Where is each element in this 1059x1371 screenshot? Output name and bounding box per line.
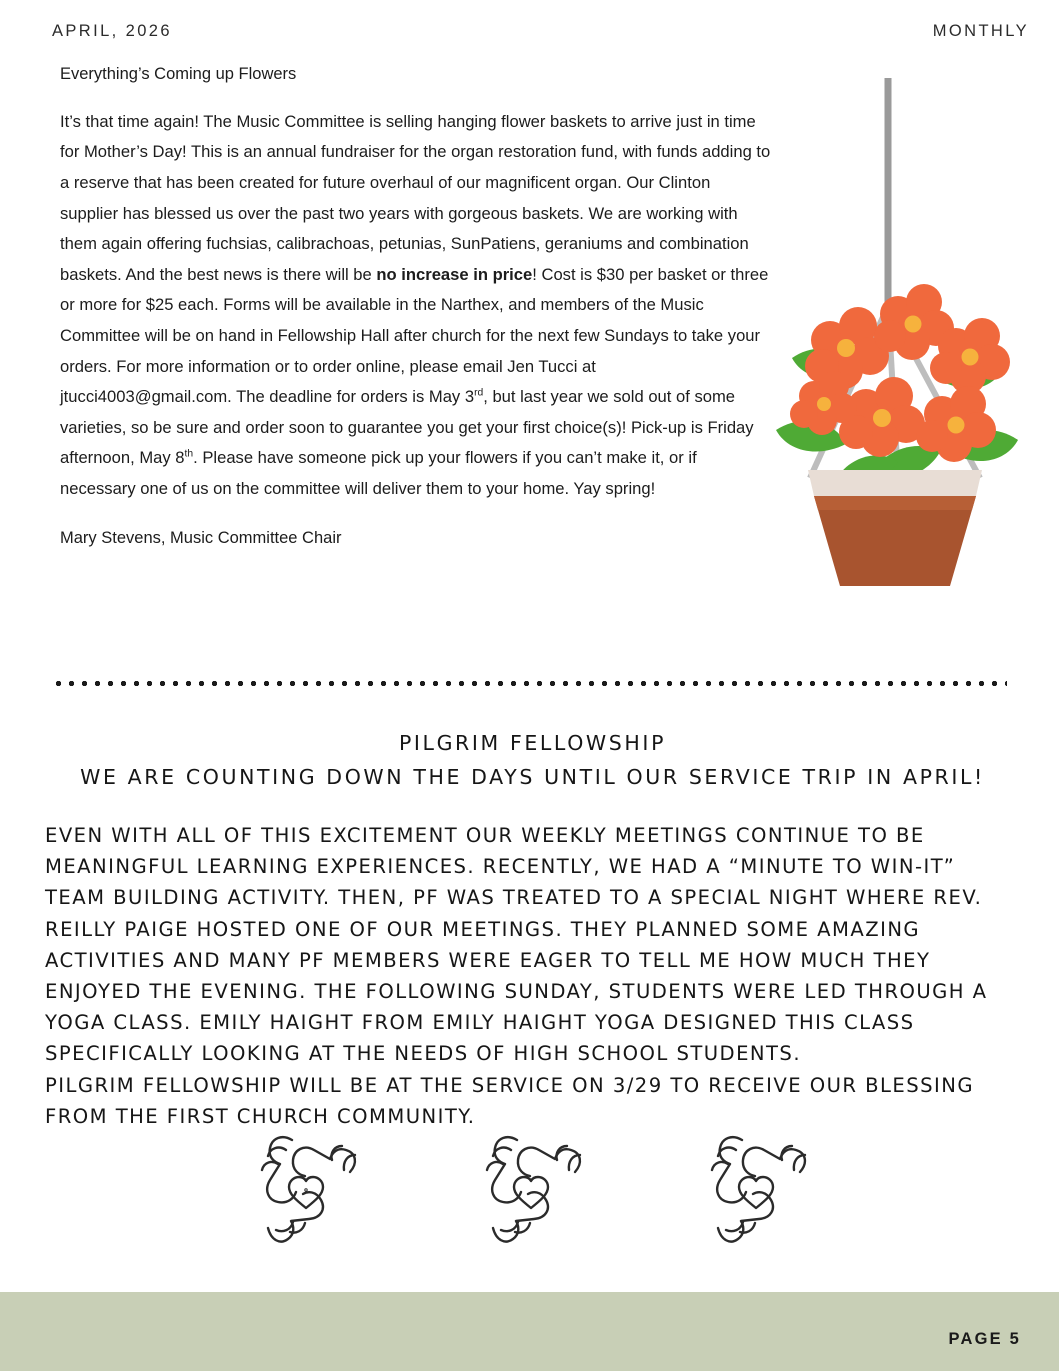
helping-hands-heart-icon: [232, 1128, 382, 1263]
header-issue-date: APRIL, 2026: [52, 22, 172, 40]
pf-body-line: REILLY PAIGE HOSTED ONE OF OUR MEETINGS. THEY PLANNED SOME AMAZING: [45, 917, 921, 941]
article-ordinal-2: th: [184, 448, 194, 460]
helping-hands-heart-icon: [457, 1128, 607, 1263]
pf-heading: [45, 726, 1020, 794]
pf-body: [45, 820, 1020, 1132]
pf-body-line: YOGA CLASS. EMILY HAIGHT FROM EMILY HAIGHT YOGA DESIGNED THIS CLASS: [45, 1011, 915, 1035]
helping-hands-icon-row: [232, 1128, 832, 1263]
pf-body-line: MEANINGFUL LEARNING EXPERIENCES. RECENTLY, WE HAD A “MINUTE TO WIN-IT”: [45, 855, 956, 879]
header-frequency: MONTHLY: [932, 22, 1029, 40]
hanging-flower-basket-illustration: [770, 78, 1030, 588]
pf-body-line: FROM THE FIRST CHURCH COMMUNITY.: [45, 1104, 476, 1128]
pf-heading-line-1: PILGRIM FELLOWSHIP: [398, 731, 667, 755]
article-ordinal-1: rd: [474, 387, 484, 399]
pf-body-line: EVEN WITH ALL OF THIS EXCITEMENT OUR WEEKLY MEETINGS CONTINUE TO BE: [45, 824, 925, 847]
article-flowers: [60, 62, 772, 551]
article-bold-phrase: no increase in price: [376, 264, 533, 284]
section-divider: [52, 680, 1007, 687]
pf-body-line: PILGRIM FELLOWSHIP WILL BE AT THE SERVICE ON 3/29 TO RECEIVE OUR BLESSING: [45, 1073, 974, 1097]
article-paragraph-part1: It’s that time again! The Music Committee is selling hanging flower baskets to arrive just in time for Mother’s Day! This is an annual fundraiser for the organ restoration fund, with funds adding to a reserve that has been created for future overhaul of our magnificent organ. Our Clinton supplier has blessed us over the past two years with gorgeous baskets. We are working with them again offering fuchsias, calibrachoas, petunias, SunPatiens, geraniums and combination baskets. And the best news is there will be: [60, 111, 771, 284]
article-paragraph-part2: ! Cost is $30 per basket or three or more for $25 each. Forms will be available in the Narthex, and members of the Music Committee will be on hand in Fellowship Hall after church for the next few Sundays to take your orders. For more information or to order online, please email Jen Tucci at jtucci4003@gmail.com. The deadline for orders is May 3: [60, 264, 769, 407]
pilgrim-fellowship-section: [45, 726, 1020, 1132]
article-title: Everything’s Coming up Flowers: [60, 65, 297, 83]
pf-heading-line-2: WE ARE COUNTING DOWN THE DAYS UNTIL OUR SERVICE TRIP IN APRIL!: [80, 765, 985, 789]
pf-body-line: SPECIFICALLY LOOKING AT THE NEEDS OF HIGH SCHOOL STUDENTS.: [45, 1042, 801, 1066]
article-paragraph-part4: . Please have someone pick up your flowers if you can’t make it, or if necessary one of us on the committee will deliver them to your home. Yay spring!: [60, 448, 697, 498]
article-signature: Mary Stevens, Music Committee Chair: [60, 529, 342, 548]
footer-page-number: PAGE 5: [948, 1330, 1021, 1348]
pf-body-line: ACTIVITIES AND MANY PF MEMBERS WERE EAGER TO TELL ME HOW MUCH THEY: [45, 948, 931, 972]
helping-hands-heart-icon: [682, 1128, 832, 1263]
pf-body-line: TEAM BUILDING ACTIVITY. THEN, PF WAS TREATED TO A SPECIAL NIGHT WHERE REV.: [45, 886, 983, 910]
footer-bar: [0, 1292, 1059, 1371]
article-body: [60, 107, 772, 505]
page-header: [52, 22, 1029, 41]
article-paragraph-part3: , but last year we sold out of some varieties, so be sure and order soon to guarantee you get your first choice(s)! Pick-up is Friday afternoon, May 8: [60, 387, 754, 468]
pf-body-line: ENJOYED THE EVENING. THE FOLLOWING SUNDAY, STUDENTS WERE LED THROUGH A: [45, 980, 988, 1004]
